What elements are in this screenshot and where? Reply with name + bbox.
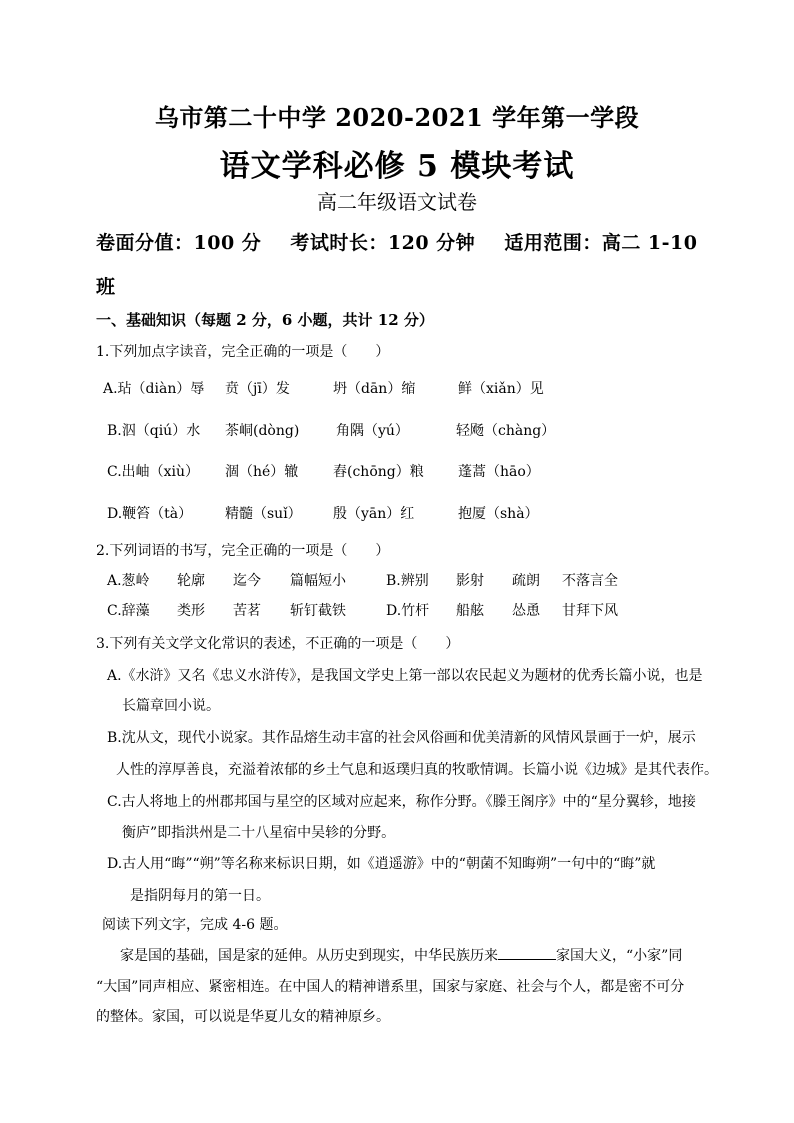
q1-option: 殷（yān）红: [333, 506, 415, 522]
q1-option: 坍（dān）缩: [333, 381, 416, 397]
q3-option-c-cont: 衡庐”即指洪州是二十八星宿中吴轸的分野。: [122, 825, 396, 841]
q1-option: 涸（hé）辙: [225, 464, 299, 480]
q2-option: 类形: [177, 603, 205, 619]
q3-option-b: B.沈从文，现代小说家。其作品熔生动丰富的社会风俗画和优美清新的风情风景画于一炉，展示: [107, 730, 696, 746]
school-title: 乌市第二十中学 2020-2021 学年第一学段: [154, 103, 640, 132]
q1-option: 蓬蒿（hāo）: [458, 464, 540, 480]
question-2-stem: 2.下列词语的书写，完全正确的一项是（ ）: [96, 543, 390, 559]
q2-option: 不落言全: [562, 573, 618, 589]
q2-option: A.葱岭: [107, 573, 150, 589]
reading-text: “大国”同声相应、紧密相连。在中国人的精神谱系里，国家与家庭、社会与个人，都是密不可分: [96, 979, 685, 995]
q2-option: C.辞藻: [107, 603, 150, 619]
q2-option: D.竹杆: [386, 603, 430, 619]
q1-option: 舂(chōng）粮: [333, 464, 424, 480]
q1-option: 轻飏（chàng）: [456, 423, 556, 439]
reading-text: 的整体。家国，可以说是华夏儿女的精神原乡。: [96, 1009, 390, 1025]
fill-in-blank: [498, 945, 556, 960]
duration-info: 考试时长：120 分钟: [290, 232, 476, 254]
q3-option-c: C.古人将地上的州郡邦国与星空的区域对应起来，称作分野。《滕王阁序》中的“星分翼轸，地接: [107, 794, 696, 810]
q1-option: 抱厦（shà）: [458, 506, 539, 522]
reading-paragraph: [120, 945, 682, 965]
q2-option: 怂恿: [512, 603, 540, 619]
scope-info-cont: 班: [96, 276, 116, 298]
exam-info: [96, 228, 719, 255]
question-1-stem: 1.下列加点字读音，完全正确的一项是（ ）: [96, 344, 390, 360]
q3-option-b-cont: 人性的淳厚善良，充溢着浓郁的乡土气息和返璞归真的牧歌情调。长篇小说《边城》是其代表作。: [116, 762, 718, 778]
q2-option: 甘拜下风: [562, 603, 618, 619]
q2-option: 篇幅短小: [290, 573, 346, 589]
q1-option: 茶峒(dòng): [225, 423, 300, 439]
q3-option-d: D.古人用“晦”“朔”等名称来标识日期，如《逍遥游》中的“朝菌不知晦朔”一句中的“晦”就: [107, 856, 656, 872]
q1-option: C.出岫（xiù）: [107, 464, 200, 480]
exam-subtitle: 高二年级语文试卷: [317, 190, 477, 214]
q2-option: 船舷: [456, 603, 484, 619]
q1-option: 贲（jī）发: [225, 381, 290, 397]
q3-option-d-cont: 是指阴每月的第一日。: [130, 888, 270, 904]
scope-info: 适用范围：高二 1-10: [504, 232, 698, 254]
q1-option: 鲜（xiǎn）见: [458, 381, 544, 397]
q2-option: 影射: [456, 573, 484, 589]
score-info: 卷面分值：100 分: [96, 232, 262, 254]
q3-option-a: A.《水浒》又名《忠义水浒传》，是我国文学史上第一部以农民起义为题材的优秀长篇小说，也是: [107, 668, 703, 684]
q2-option: 苦茗: [233, 603, 261, 619]
q1-option: D.鞭笞（tà）: [107, 506, 193, 522]
q2-option: 疏朗: [512, 573, 540, 589]
q3-option-a-cont: 长篇章回小说。: [122, 698, 220, 714]
q2-option: 斩钉截铁: [290, 603, 346, 619]
q2-option: 迄今: [233, 573, 261, 589]
section-heading: 一、基础知识（每题 2 分，6 小题，共计 12 分）: [96, 311, 434, 329]
q2-option: B.辨别: [386, 573, 429, 589]
reading-intro: 阅读下列文字，完成 4-6 题。: [102, 917, 288, 933]
q2-option: 轮廓: [177, 573, 205, 589]
q1-option: A.玷（diàn）辱: [103, 381, 205, 397]
reading-text: 家国大义，“小家”同: [556, 948, 683, 964]
q1-option: 精髓（suǐ）: [225, 506, 302, 522]
q1-option: B.泅（qiú）水: [107, 423, 201, 439]
reading-text: 家是国的基础，国是家的延伸。从历史到现实，中华民族历来: [120, 948, 498, 964]
question-3-stem: 3.下列有关文学文化常识的表述，不正确的一项是（ ）: [96, 636, 460, 652]
exam-title: 语文学科必修 5 模块考试: [219, 149, 575, 184]
q1-option: 角隅（yú）: [336, 423, 409, 439]
